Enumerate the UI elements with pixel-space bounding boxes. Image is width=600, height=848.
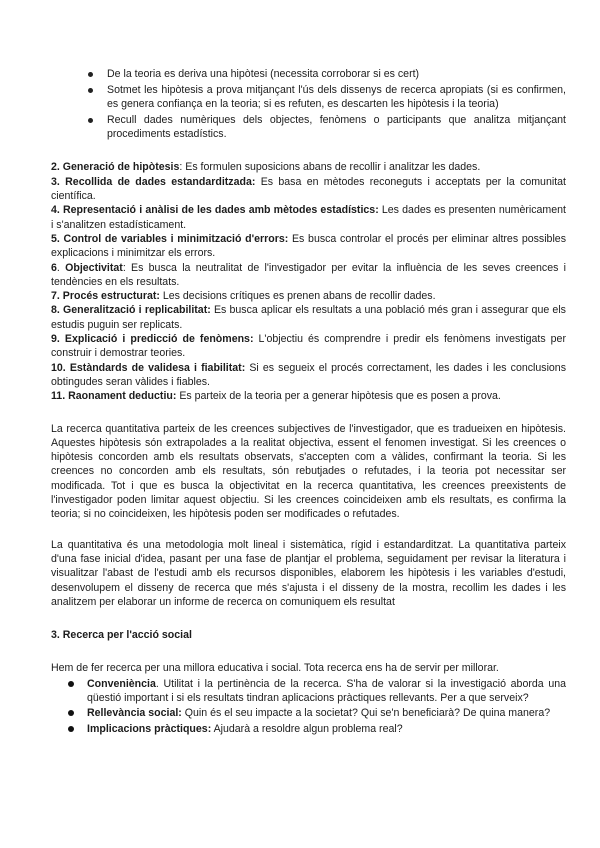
list-item: Sotmet les hipòtesis a prova mitjançant l'ús dels dissenys de recerca apropiats (si es confirmen, es genera confiança en la teoria; si es refuten, es descarten les hipòtesis i la teoria) xyxy=(107,83,566,111)
numbered-characteristics xyxy=(51,160,566,403)
list-item: De la teoria es deriva una hipòtesi (necessita corroborar si es cert) xyxy=(107,67,566,81)
item-text: Les dades es presenten numèricament i s'analitzen estadísticament. xyxy=(51,204,566,231)
item-term: Objectivitat xyxy=(65,261,123,274)
body-paragraph: La recerca quantitativa parteix de les creences subjectives de l'investigador, que es tradueixen en hipòtesis. Aquestes hipòtesis són extrapolades a la realitat objectiva, essent el fenomen investigat. Si les creences o hipòtesis concorden amb els resultats observats, s'accepten com a vàlides, confirmant la teoria. Si les creences no concorden amb els resultats, són rebutjades o refutades, i la teoria pot necessitar ser modificada. Tot i que es busca la objectivitat en la recerca quantitativa, les creences preexistents de l'investigador poden limitar aquest objectiu. Si les creences coincideixen amb els resultats, es confirma la teoria; si no coincideixen, les hipòtesis poden ser modificades o refutades. xyxy=(51,422,566,521)
numbered-item xyxy=(51,175,566,204)
numbered-item xyxy=(51,303,566,332)
item-term: 7. Procés estructurat: xyxy=(51,290,160,303)
item-term: 5. Control de variables i minimització d'errors: xyxy=(51,232,289,245)
item-term: 11. Raonament deductiu: xyxy=(51,390,177,403)
item-text: Es busca aplicar els resultats a una població més gran i assegurar que els estudis puguin ser replicats. xyxy=(51,304,566,331)
item-term: Conveniència xyxy=(87,677,156,690)
section-intro: Hem de fer recerca per una millora educativa i social. Tota recerca ens ha de servir per millorar. xyxy=(51,662,499,675)
item-text: Es parteix de la teoria per a generar hipòtesis que es posen a prova. xyxy=(176,390,501,403)
item-text: Ajudarà a resoldre algun problema real? xyxy=(211,722,403,735)
body-paragraph: La quantitativa és una metodologia molt lineal i sistemàtica, rígid i estandarditzat. La quantitativa parteix d'una fase inicial d'idea, pasant per una fase de plantjar el problema, seguidament per revisar la literatura i visualitzar l'abast de l'estudi amb els recursos disponibles, elaborem les hipòtesis i les variables d'estudi, desenvolupem el disseny de recerca que més s'ajusta i el disseny de la mostra, recollim les dades i les analitzem per elaborar un informe de recerca on comuniquem els resultat xyxy=(51,538,566,608)
item-text: Les decisions crítiques es prenen abans de recollir dades. xyxy=(159,290,436,303)
list-item xyxy=(87,706,566,720)
item-text: : Es busca la neutralitat de l'investigador per evitar la influència de les seves creences i tendències en els resultats. xyxy=(51,261,566,288)
item-term: 8. Generalització i replicabilitat: xyxy=(51,304,211,317)
item-text: . Utilitat i la pertinència de la recerca. S'ha de valorar si la investigació aborda una qüestió important i si els resultats tindran aplicacions pràctiques rellevants. Per a que serveix? xyxy=(87,677,566,704)
item-term: 2. Generació de hipòtesis xyxy=(51,161,180,174)
numbered-item xyxy=(51,332,566,361)
numbered-item xyxy=(51,160,566,174)
item-text: Quin és el seu impacte a la societat? Qui se'n beneficiarà? De quina manera? xyxy=(181,707,551,720)
numbered-item xyxy=(51,389,566,403)
item-sep: . xyxy=(56,261,66,274)
list-item xyxy=(87,677,566,706)
item-text: Si es segueix el procés correctament, les dades i les conclusions obtingudes seran vàlides i fiables. xyxy=(51,361,566,388)
item-text: L'objectiu és comprendre i predir els fenòmens investigats per construir i demostrar teories. xyxy=(51,333,566,360)
numbered-item xyxy=(51,203,566,232)
top-bullet-list xyxy=(51,67,566,141)
item-text: Es formulen suposicions abans de recollir i analitzar les dades. xyxy=(182,161,481,174)
item-term: 9. Explicació i predicció de fenòmens: xyxy=(51,333,254,346)
numbered-item xyxy=(51,261,566,290)
item-term: 6 xyxy=(51,261,57,274)
item-sep: : xyxy=(179,161,183,174)
list-item xyxy=(87,722,566,736)
item-term: 3. Recollida de dades estandarditzada: xyxy=(51,175,256,188)
section-heading: 3. Recerca per l'acció social xyxy=(51,629,192,642)
item-term: Rellevància social: xyxy=(87,707,182,720)
bottom-bullet-list xyxy=(51,677,566,736)
item-term: 4. Representació i anàlisi de les dades amb mètodes estadístics: xyxy=(51,204,379,217)
numbered-item xyxy=(51,232,566,261)
numbered-item xyxy=(51,289,566,303)
list-item: Recull dades numèriques dels objectes, fenòmens o participants que analitza mitjançant procediments estadístics. xyxy=(107,113,566,141)
numbered-item xyxy=(51,361,566,390)
item-text: Es busca controlar el procés per eliminar altres possibles explicacions i minimitzar els errors. xyxy=(51,232,566,260)
item-term: 10. Estàndards de validesa i fiabilitat: xyxy=(51,361,246,374)
item-term: Implicacions pràctiques: xyxy=(87,722,212,735)
item-text: Es basa en mètodes reconeguts i acceptats per la comunitat científica. xyxy=(51,175,566,203)
